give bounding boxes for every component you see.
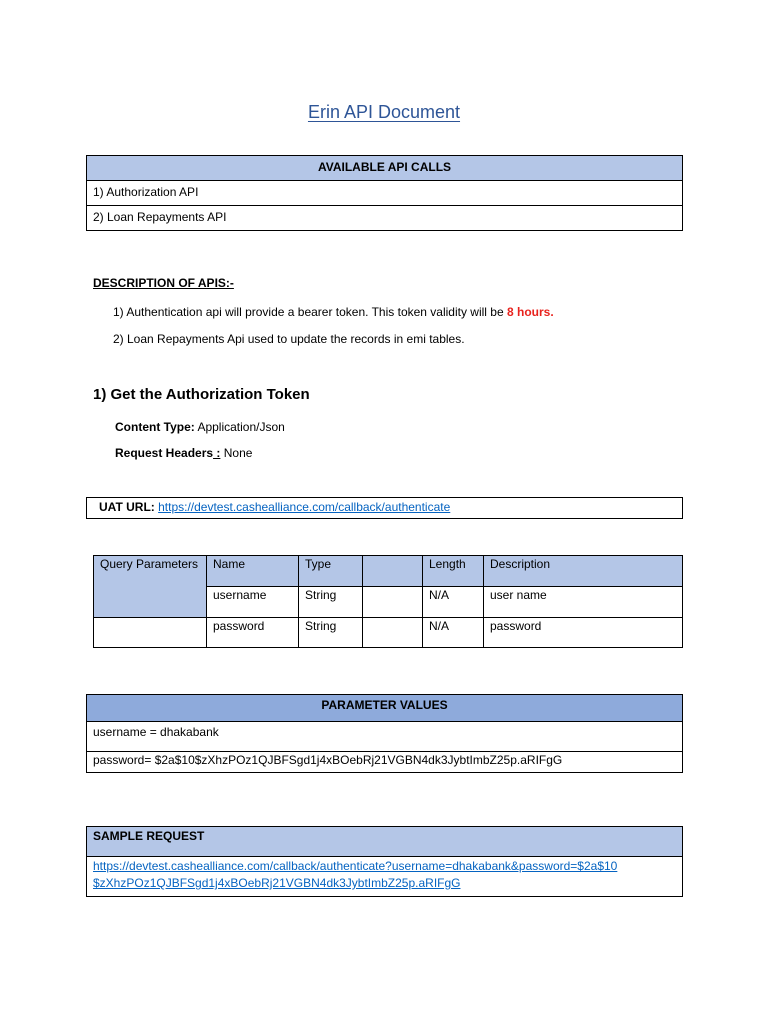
row-1-length: N/A (423, 587, 484, 618)
token-validity-highlight: 8 hours. (507, 305, 554, 319)
request-headers-value: None (220, 446, 253, 460)
row-1-name: username (207, 587, 299, 618)
table-row (94, 618, 683, 648)
row-1-blank (363, 587, 423, 618)
parameter-password: password= $2a$10$zXhzPOz1QJBFSgd1j4xBOebRj21VGBN4dk3JybtImbZ25p.aRIFgG (87, 752, 683, 773)
uat-url-box (86, 497, 683, 519)
row-2-description: password (484, 618, 683, 648)
column-header-description: Description (484, 556, 683, 587)
row-2-type: String (299, 618, 363, 648)
column-header-length: Length (423, 556, 484, 587)
query-parameters-table (93, 555, 683, 648)
content-type-label: Content Type: (115, 420, 195, 434)
sample-request-url-line-2: $zXhzPOz1QJBFSgd1j4xBOebRj21VGBN4dk3JybtImbZ25p.aRIFgG (93, 876, 461, 890)
sample-request-header: SAMPLE REQUEST (87, 827, 683, 857)
request-headers-label: Request Headers (115, 446, 214, 460)
available-api-item-1: 1) Authorization API (87, 181, 683, 206)
column-header-name: Name (207, 556, 299, 587)
content-type-value: Application/Json (194, 420, 285, 434)
row-2-length: N/A (423, 618, 484, 648)
available-api-header: AVAILABLE API CALLS (87, 156, 683, 181)
request-headers-line (115, 446, 252, 460)
row-2-name: password (207, 618, 299, 648)
uat-url-link[interactable]: https://devtest.cashealliance.com/callback/authenticate (158, 500, 451, 514)
sample-request-table (86, 826, 683, 897)
row-1-description: user name (484, 587, 683, 618)
description-item-2: 2) Loan Repayments Api used to update the records in emi tables. (113, 332, 465, 346)
available-api-table (86, 155, 683, 231)
column-header-blank (363, 556, 423, 587)
row-2-blank (363, 618, 423, 648)
parameter-values-table (86, 694, 683, 773)
sample-request-link[interactable] (93, 859, 617, 890)
parameter-values-header: PARAMETER VALUES (87, 695, 683, 722)
parameter-username: username = dhakabank (87, 722, 683, 752)
description-item-1-text: 1) Authentication api will provide a bearer token. This token validity will be (113, 305, 507, 319)
row-1-type: String (299, 587, 363, 618)
column-header-type: Type (299, 556, 363, 587)
uat-url-label: UAT URL: (99, 500, 155, 514)
row-2-query-cell (94, 618, 207, 648)
query-parameters-header: Query Parameters (94, 556, 207, 618)
sample-request-url-line-1: https://devtest.cashealliance.com/callback/authenticate?username=dhakabank&password=$2a$10 (93, 859, 618, 873)
document-title: Erin API Document (307, 102, 461, 122)
section-heading-auth-token: 1) Get the Authorization Token (93, 386, 310, 403)
sample-request-url-cell (87, 857, 683, 897)
description-heading: DESCRIPTION OF APIS:- (93, 276, 234, 290)
description-item-1 (113, 305, 554, 319)
request-headers-colon: : (213, 446, 221, 460)
available-api-item-2: 2) Loan Repayments API (87, 206, 683, 231)
content-type-line (115, 420, 285, 434)
